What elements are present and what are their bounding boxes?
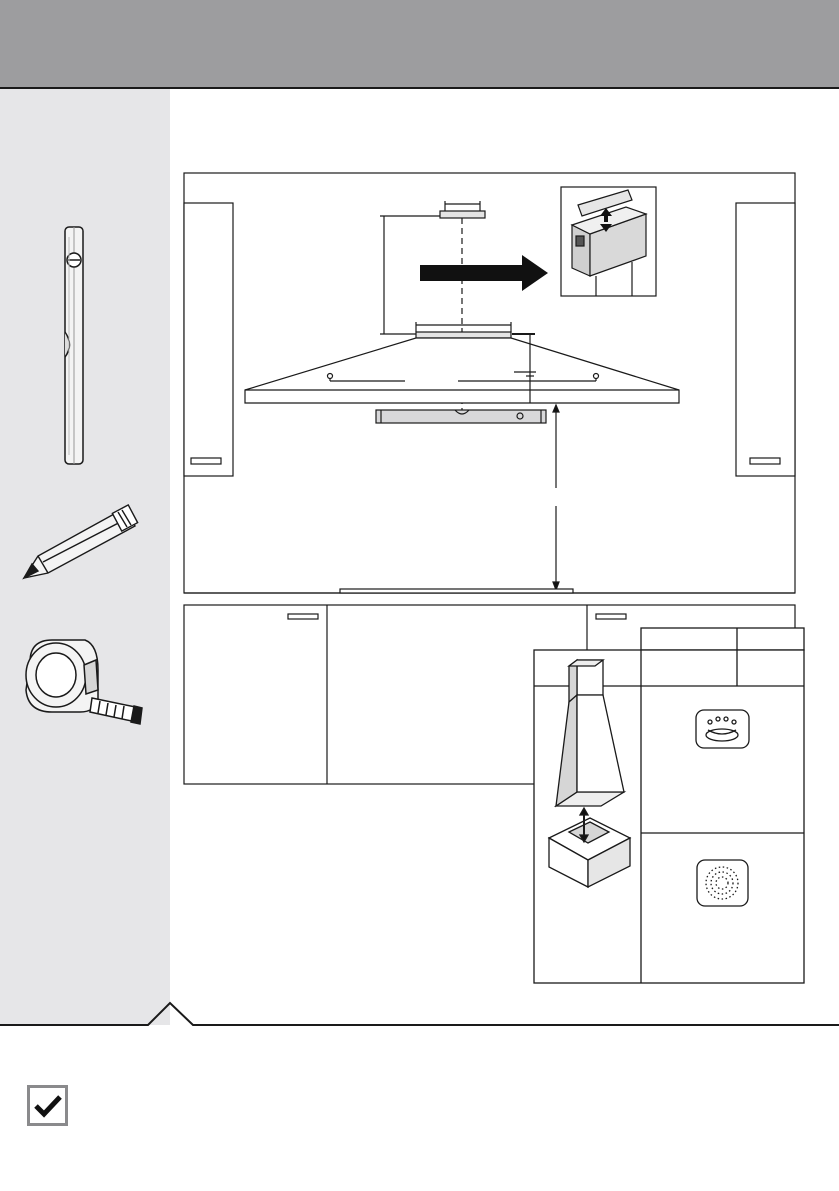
spirit-level-icon bbox=[65, 227, 83, 464]
ventilation-mode-table bbox=[534, 628, 804, 983]
pencil-icon bbox=[24, 505, 138, 578]
tape-measure-icon bbox=[26, 640, 142, 724]
installation-diagram bbox=[184, 173, 795, 593]
right-wall-cabinet bbox=[736, 203, 795, 476]
checkmark-box bbox=[27, 1085, 68, 1126]
footer-tab-line bbox=[0, 1003, 839, 1025]
hood-top-plate bbox=[416, 332, 511, 338]
carbon-filter-icon bbox=[697, 860, 748, 906]
ceiling-bracket bbox=[440, 211, 485, 218]
left-wall-cabinet bbox=[184, 203, 233, 476]
checkmark-icon bbox=[30, 1088, 65, 1123]
spirit-level-on-hood bbox=[376, 410, 546, 423]
hob-flame-icon bbox=[696, 710, 749, 748]
